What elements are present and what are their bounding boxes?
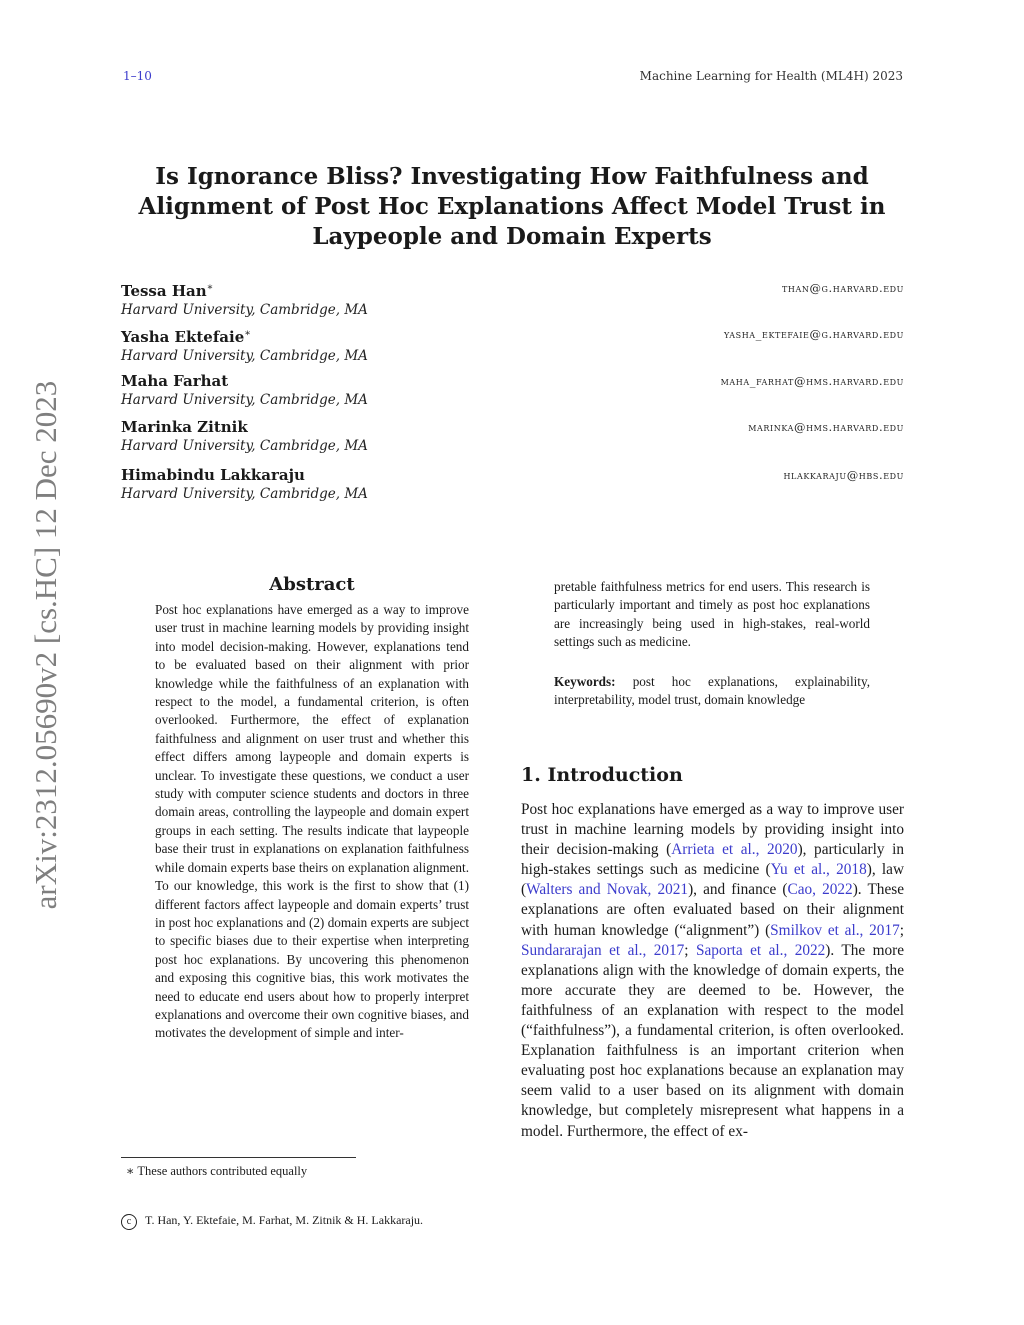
introduction-text bbox=[521, 800, 904, 1142]
author-affiliation: Harvard University, Cambridge, MA bbox=[121, 438, 368, 454]
author-email[interactable]: yasha_ektefaie@g.harvard.edu bbox=[724, 327, 904, 341]
author-email[interactable]: than@g.harvard.edu bbox=[781, 281, 904, 295]
body-text: ), particularly in high-stakes settings such as medicine ( bbox=[521, 841, 905, 879]
body-text: Post hoc explanations have emerged as a way to improve user trust in machine learning models by providing insight into their decision-making ( bbox=[521, 801, 904, 859]
author-affiliation: Harvard University, Cambridge, MA bbox=[121, 302, 368, 318]
equal-contribution-mark: ∗ bbox=[206, 282, 214, 293]
author-email[interactable]: marinka@hms.harvard.edu bbox=[748, 420, 904, 434]
author-affiliation: Harvard University, Cambridge, MA bbox=[121, 392, 368, 408]
footnote-rule bbox=[121, 1157, 356, 1158]
abstract-text-column-1: Post hoc explanations have emerged as a way to improve user trust in machine learning models by providing insight into model decision-making. However, explanations tend to be evaluated based on their alignment with prior knowledge while the faithfulness of an explanation with respect to the model, a fundamental criterion, is often overlooked. Furthermore, the effect of explanation faithfulness and alignment on user trust and whether this effect differs among laypeople and domain experts is unclear. To investigate these questions, we conduct a user study with computer science students and doctors in three domain areas, controlling the laypeople and domain expert groups in each setting. The results indicate that laypeople base their trust in explanations on explanation faithfulness while domain experts base theirs on explanation alignment. To our knowledge, this work is the first to show that (1) different factors affect laypeople and domain experts’ trust in post hoc explanations and (2) domain experts are subject to specific biases due to their expertise when interpreting post hoc explanations. By uncovering this phenomenon and exposing this cognitive bias, this work motivates the need to educate end users about how to properly interpret explanations and overcome their own cognitive biases, and motivates the development of simple and inter- bbox=[155, 602, 469, 1041]
author-affiliation: Harvard University, Cambridge, MA bbox=[121, 486, 368, 502]
author-name-text: Yasha Ektefaie bbox=[121, 328, 245, 346]
abstract-heading: Abstract bbox=[269, 574, 355, 595]
citation-link[interactable]: Cao, 2022 bbox=[787, 881, 853, 899]
venue-header: Machine Learning for Health (ML4H) 2023 bbox=[639, 69, 903, 83]
abstract-text-column-2: pretable faithfulness metrics for end users. This research is particularly important and timely as post hoc explanations are increasingly being used in high-stakes, real-world settings such as medicine. bbox=[554, 579, 870, 650]
copyright-icon: c bbox=[121, 1214, 137, 1230]
author-block bbox=[121, 465, 904, 511]
author-affiliation: Harvard University, Cambridge, MA bbox=[121, 348, 368, 364]
citation-link[interactable]: Saporta et al., 2022 bbox=[695, 941, 826, 959]
keywords-list: post hoc explanations, explainability, interpretability, model trust, domain knowledge bbox=[554, 674, 870, 708]
body-text: ). These explanations are often evaluated based on their alignment with human knowledge (“alignment”) ( bbox=[521, 881, 904, 939]
author-email[interactable]: maha_farhat@hms.harvard.edu bbox=[720, 374, 904, 388]
author-block bbox=[121, 417, 904, 463]
footnote: ∗ These authors contributed equally bbox=[126, 1164, 308, 1178]
section-heading-introduction: 1. Introduction bbox=[521, 764, 683, 786]
author-name-text: Maha Farhat bbox=[121, 372, 229, 390]
citation-link[interactable]: Yu et al., 2018 bbox=[770, 861, 867, 879]
author-block bbox=[121, 371, 904, 417]
equal-contribution-mark: ∗ bbox=[244, 328, 252, 339]
citation-link[interactable]: Sundararajan et al., 2017 bbox=[521, 941, 685, 959]
body-text: ), and finance ( bbox=[688, 881, 788, 899]
body-text: ; bbox=[899, 921, 904, 939]
keywords bbox=[554, 673, 870, 710]
author-block bbox=[121, 278, 904, 324]
copyright-line bbox=[121, 1213, 423, 1230]
citation-link[interactable]: Walters and Novak, 2021 bbox=[526, 881, 689, 899]
body-text: ), law ( bbox=[521, 861, 904, 899]
citation-link[interactable]: Arrieta et al., 2020 bbox=[671, 841, 798, 859]
author-block bbox=[121, 324, 904, 370]
author-name-text: Tessa Han bbox=[121, 282, 207, 300]
author-name-text: Marinka Zitnik bbox=[121, 418, 248, 436]
body-text: ). The more explanations align with the knowledge of domain experts, the more accurate they are deemed to be. However, the faithfulness of an explanation with respect to the model (“faithfulness”), a fundamental criterion, is often overlooked. Explanation faithfulness is an important criterion when evaluating post hoc explanations because an explanation may seem valid to a user based on its alignment with domain knowledge, but completely misrepresent what happens in a model. Furthermore, the effect of ex- bbox=[521, 941, 904, 1140]
author-name-text: Himabindu Lakkaraju bbox=[121, 466, 305, 484]
copyright-text: T. Han, Y. Ektefaie, M. Farhat, M. Zitnik & H. Lakkaraju. bbox=[145, 1213, 424, 1227]
page-range[interactable]: 1–10 bbox=[123, 69, 152, 83]
keywords-label: Keywords: bbox=[554, 674, 616, 689]
author-email[interactable]: hlakkaraju@hbs.edu bbox=[783, 468, 904, 482]
paper-title: Is Ignorance Bliss? Investigating How Faithfulness and Alignment of Post Hoc Explanations Affect Model Trust in Laypeople and Domain Experts bbox=[138, 163, 886, 250]
arxiv-id[interactable]: arXiv:2312.05690v2 [cs.HC] 12 Dec 2023 bbox=[28, 380, 63, 910]
body-text: ; bbox=[684, 941, 696, 959]
citation-link[interactable]: Smilkov et al., 2017 bbox=[770, 921, 900, 939]
